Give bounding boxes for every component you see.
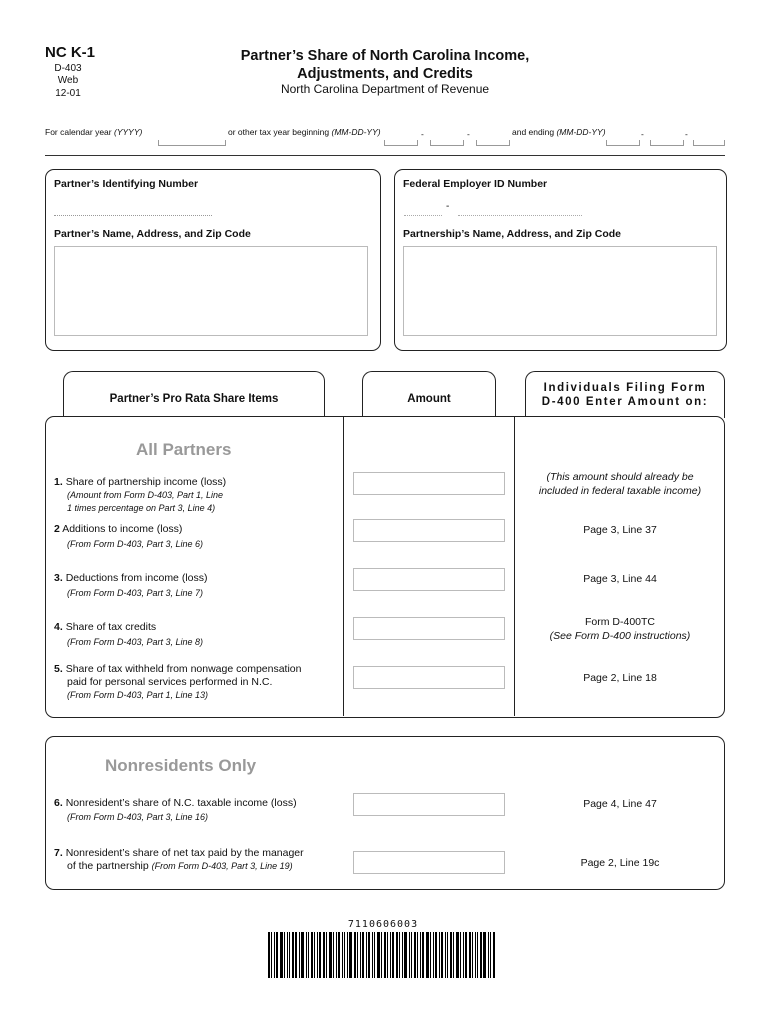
all-partners-title: All Partners xyxy=(136,440,232,459)
line-3-label: 3. Deductions from income (loss) (From Form D-403, Part 3, Line 7) xyxy=(54,572,208,598)
line-7-destination: Page 2, Line 19c xyxy=(580,857,660,869)
begin-year-input[interactable] xyxy=(476,140,510,146)
form-code: D-403 xyxy=(54,63,82,74)
end-month-input[interactable] xyxy=(606,140,640,146)
line-2-label: 2 Additions to income (loss) (From Form D-403, Part 3, Line 6) xyxy=(54,523,204,549)
line-3-amount-input[interactable] xyxy=(353,568,505,591)
end-dash-1: - xyxy=(641,129,644,139)
line-1-destination: (This amount should already be included in federal taxable income) xyxy=(538,471,702,497)
form-version: Web xyxy=(57,75,79,86)
partner-name-input[interactable] xyxy=(54,246,368,336)
line-4-destination: Form D-400TC (See Form D-400 instructions) xyxy=(549,616,691,642)
end-day-input[interactable] xyxy=(650,140,684,146)
barcode-image xyxy=(268,932,498,978)
line-6-label: 6. Nonresident’s share of N.C. taxable income (loss) (From Form D-403, Part 3, Line 16) xyxy=(54,797,297,822)
fein-suffix-input[interactable] xyxy=(458,215,582,216)
tax-year-begin-label: or other tax year beginning (MM-DD-YY) xyxy=(228,127,381,137)
partner-name-label: Partner’s Name, Address, and Zip Code xyxy=(54,228,251,240)
calendar-year-label: For calendar year (YYYY) xyxy=(45,127,143,137)
partnership-name-label: Partnership’s Name, Address, and Zip Code xyxy=(403,228,622,240)
line-2-destination: Page 3, Line 37 xyxy=(583,524,657,536)
fein-prefix-input[interactable] xyxy=(404,215,442,216)
line-5-label: 5. Share of tax withheld from nonwage compensation paid for personal services performed in N.C. (From Form D-403, Part 1, Line 13) xyxy=(54,663,302,700)
begin-day-input[interactable] xyxy=(430,140,464,146)
line-6-destination: Page 4, Line 47 xyxy=(583,798,657,810)
form-title-line1: Partner’s Share of North Carolina Income, xyxy=(240,48,530,64)
line-5-destination: Page 2, Line 18 xyxy=(583,672,657,684)
partnership-name-input[interactable] xyxy=(403,246,717,336)
line-5-amount-input[interactable] xyxy=(353,666,505,689)
begin-month-input[interactable] xyxy=(384,140,418,146)
line-6-amount-input[interactable] xyxy=(353,793,505,816)
line-2-amount-input[interactable] xyxy=(353,519,505,542)
column-divider-1 xyxy=(343,417,344,716)
begin-dash-2: - xyxy=(467,129,470,139)
column-divider-2 xyxy=(514,417,515,716)
header-rule xyxy=(45,155,725,156)
form-date: 12-01 xyxy=(55,88,81,99)
line-7-amount-input[interactable] xyxy=(353,851,505,874)
end-year-input[interactable] xyxy=(693,140,725,146)
amount-column-header: Amount xyxy=(362,371,496,418)
partner-id-label: Partner’s Identifying Number xyxy=(54,178,199,190)
department-name: North Carolina Department of Revenue xyxy=(280,82,490,96)
line-3-destination: Page 3, Line 44 xyxy=(583,573,657,585)
line-1-amount-input[interactable] xyxy=(353,472,505,495)
begin-dash-1: - xyxy=(421,129,424,139)
calendar-year-input[interactable] xyxy=(158,140,226,146)
fein-dash: - xyxy=(446,201,450,212)
line-4-label: 4. Share of tax credits (From Form D-403, Part 3, Line 8) xyxy=(54,621,204,647)
form-title-line2: Adjustments, and Credits xyxy=(297,66,473,82)
fein-label: Federal Employer ID Number xyxy=(403,178,548,190)
nonresidents-title: Nonresidents Only xyxy=(105,756,257,775)
line-1-label: 1. Share of partnership income (loss) (Amount from Form D-403, Part 1, Line 1 times percentage on Part 3, Line 4) xyxy=(54,476,227,513)
barcode-number: 7110606003 xyxy=(347,919,419,930)
end-dash-2: - xyxy=(685,129,688,139)
tax-year-end-label: and ending (MM-DD-YY) xyxy=(512,127,606,137)
destination-column-header: Individuals Filing Form D-400 Enter Amount on: xyxy=(525,371,725,418)
form-id: NC K-1 xyxy=(45,44,96,61)
partner-id-input[interactable] xyxy=(54,215,212,216)
items-column-header: Partner’s Pro Rata Share Items xyxy=(63,371,325,418)
line-4-amount-input[interactable] xyxy=(353,617,505,640)
line-7-label: 7. Nonresident’s share of net tax paid by the manager of the partnership (From Form D-403, Part 3, Line 19) xyxy=(54,847,304,872)
